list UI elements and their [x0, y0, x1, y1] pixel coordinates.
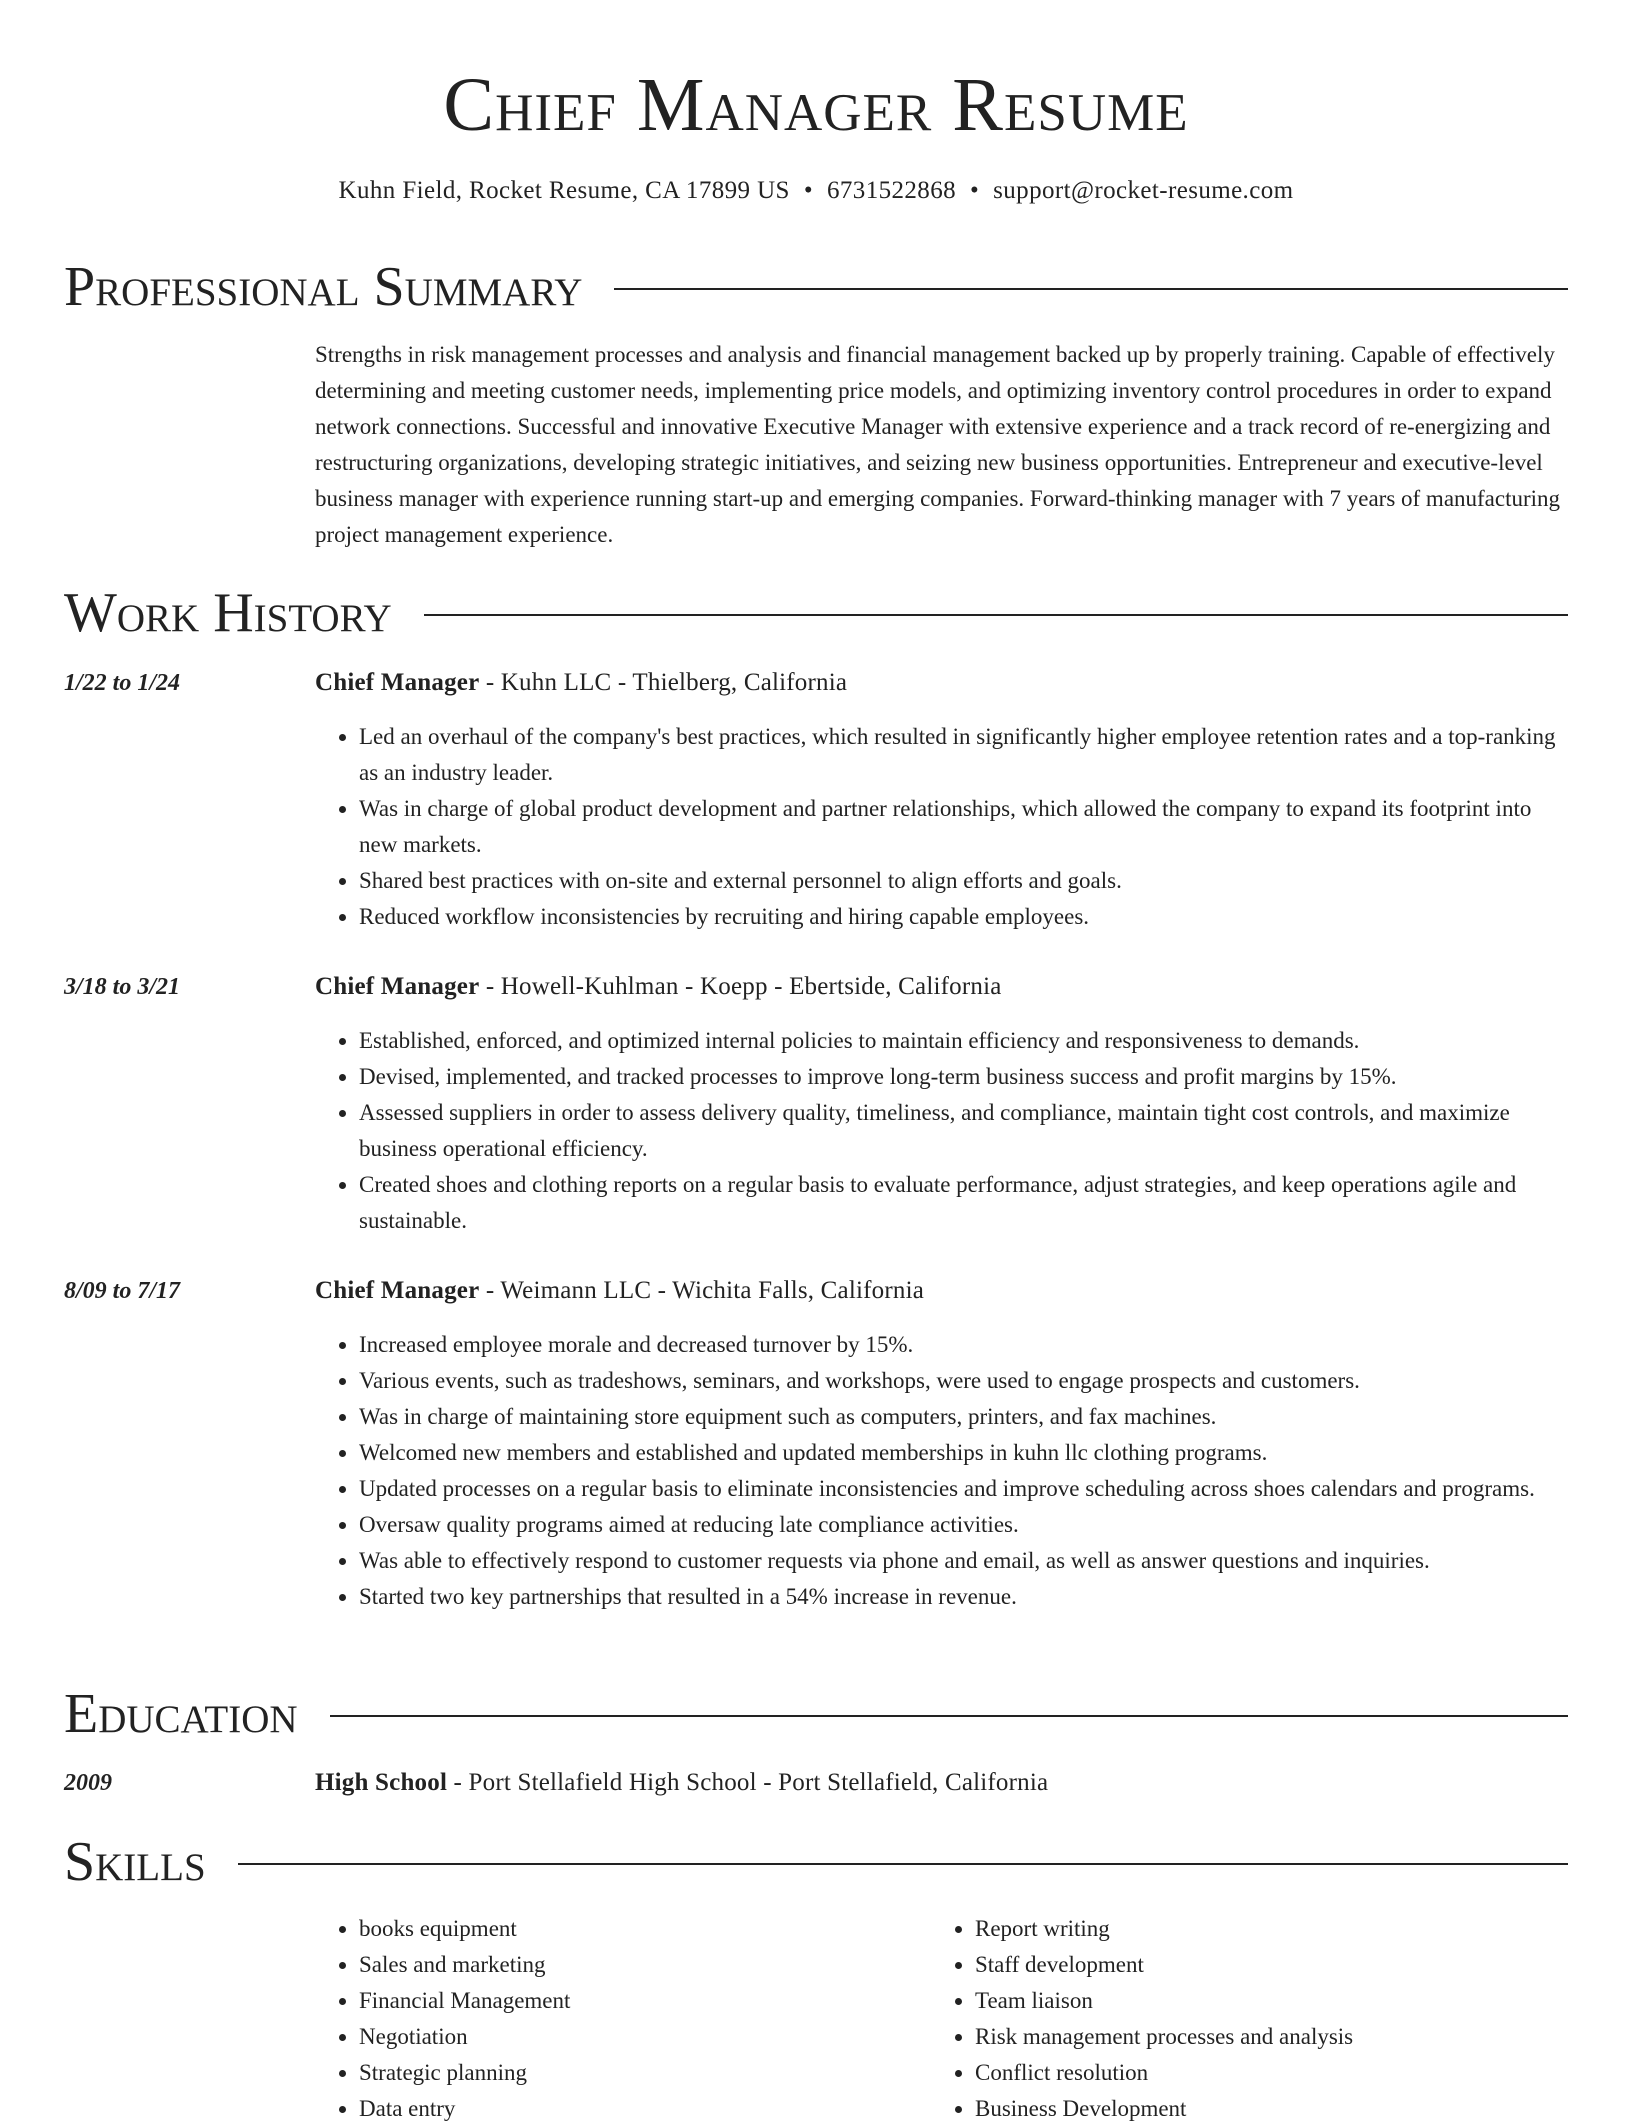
section-title-education: Education	[64, 1683, 298, 1745]
job-heading	[315, 969, 1002, 1005]
job-bullet: • Updated processes on a regular basis to eliminate inconsistencies and improve scheduling across shoes calendars and programs.	[359, 1471, 1568, 1507]
summary-section-header	[64, 254, 1568, 320]
skill-item: • Strategic planning	[359, 2055, 931, 2091]
job-title: Chief Manager	[315, 669, 480, 696]
skill-item: • Team liaison	[975, 1983, 1547, 2019]
job-bullet: • Created shoes and clothing reports on a regular basis to evaluate performance, adjust strategies, and keep operations agile and sustainable.	[359, 1167, 1568, 1239]
section-divider	[424, 614, 1568, 616]
resume-title: Chief Manager Resume	[443, 63, 1189, 147]
phone: 6731522868	[827, 177, 956, 204]
skill-item: • Report writing	[975, 1911, 1547, 1947]
section-divider	[330, 1715, 1568, 1717]
skill-item: • books equipment	[359, 1911, 931, 1947]
separator: •	[970, 177, 980, 204]
job-bullet: • Increased employee morale and decreased turnover by 15%.	[359, 1327, 1568, 1363]
education-degree: High School	[315, 1769, 448, 1796]
job-bullet: • Oversaw quality programs aimed at reducing late compliance activities.	[359, 1507, 1568, 1543]
job-details: - Kuhn LLC - Thielberg, California	[479, 669, 848, 696]
section-title-skills: Skills	[64, 1831, 206, 1893]
job-date: 1/22 to 1/24	[64, 670, 181, 696]
skills-list	[315, 1911, 1568, 2127]
job-bullet: • Was in charge of maintaining store equipment such as computers, printers, and fax machines.	[359, 1399, 1568, 1435]
skill-item: • Sales and marketing	[359, 1947, 931, 1983]
job-bullet: • Was in charge of global product development and partner relationships, which allowed the company to expand its footprint into new markets.	[359, 791, 1568, 863]
job-heading	[315, 665, 847, 701]
job-bullet: • Shared best practices with on-site and external personnel to align efforts and goals.	[359, 863, 1568, 899]
skills-section-header	[64, 1829, 1568, 1895]
section-divider	[238, 1863, 1568, 1865]
job-date: 8/09 to 7/17	[64, 1278, 181, 1304]
job-bullet: • Assessed suppliers in order to assess delivery quality, timeliness, and compliance, maintain tight cost controls, and maximize business operational efficiency.	[359, 1095, 1568, 1167]
education-heading	[315, 1765, 1048, 1801]
job-heading	[315, 1273, 924, 1309]
section-title-summary: Professional Summary	[64, 256, 583, 318]
skills-column-left	[315, 1911, 931, 2127]
job-title: Chief Manager	[315, 1277, 480, 1304]
skill-item: • Risk management processes and analysis	[975, 2019, 1547, 2055]
section-title-work: Work History	[64, 582, 392, 644]
job-bullets	[315, 719, 1568, 935]
separator: •	[803, 177, 813, 204]
job-details: - Howell-Kuhlman - Koepp - Ebertside, California	[479, 973, 1002, 1000]
job-bullet: • Was able to effectively respond to customer requests via phone and email, as well as answer questions and inquiries.	[359, 1543, 1568, 1579]
skill-item: • Financial Management	[359, 1983, 931, 2019]
skill-item: • Conflict resolution	[975, 2055, 1547, 2091]
job-bullet: • Welcomed new members and established and updated memberships in kuhn llc clothing programs.	[359, 1435, 1568, 1471]
skill-item: • Data entry	[359, 2091, 931, 2127]
address: Kuhn Field, Rocket Resume, CA 17899 US	[338, 177, 790, 204]
job-bullet: • Led an overhaul of the company's best practices, which resulted in significantly higher employee retention rates and a top-ranking as an industry leader.	[359, 719, 1568, 791]
skill-item: • Business Development	[975, 2091, 1547, 2127]
education-section-header	[64, 1681, 1568, 1747]
education-details: - Port Stellafield High School - Port Stellafield, California	[447, 1769, 1049, 1796]
skill-item: • Negotiation	[359, 2019, 931, 2055]
job-title: Chief Manager	[315, 973, 480, 1000]
job-bullets	[315, 1327, 1568, 1615]
job-bullet: • Various events, such as tradeshows, seminars, and workshops, were used to engage prospects and customers.	[359, 1363, 1568, 1399]
skills-column-right	[931, 1911, 1547, 2127]
summary-text: Strengths in risk management processes and analysis and financial management backed up by properly training. Capable of effectively determining and meeting customer needs, implementing price models, and optimizing inventory control procedures in order to expand network connections. Successful and innovative Executive Manager with extensive experience and a track record of re-energizing and restructuring organizations, developing strategic initiatives, and seizing new business opportunities. Entrepreneur and executive-level business manager with experience running start-up and emerging companies. Forward-thinking manager with 7 years of manufacturing project management experience.	[315, 342, 1561, 547]
education-date: 2009	[64, 1770, 112, 1796]
skill-item: • Staff development	[975, 1947, 1547, 1983]
job-bullet: • Reduced workflow inconsistencies by recruiting and hiring capable employees.	[359, 899, 1568, 935]
work-section-header	[64, 580, 1568, 646]
email: support@rocket-resume.com	[993, 177, 1294, 204]
section-divider	[614, 288, 1568, 290]
job-bullet: • Devised, implemented, and tracked processes to improve long-term business success and profit margins by 15%.	[359, 1059, 1568, 1095]
job-bullets	[315, 1023, 1568, 1239]
job-bullet: • Established, enforced, and optimized internal policies to maintain efficiency and responsiveness to demands.	[359, 1023, 1568, 1059]
job-bullet: • Started two key partnerships that resulted in a 54% increase in revenue.	[359, 1579, 1568, 1615]
contact-line	[64, 174, 1568, 208]
job-details: - Weimann LLC - Wichita Falls, California	[479, 1277, 925, 1304]
job-date: 3/18 to 3/21	[64, 974, 181, 1000]
